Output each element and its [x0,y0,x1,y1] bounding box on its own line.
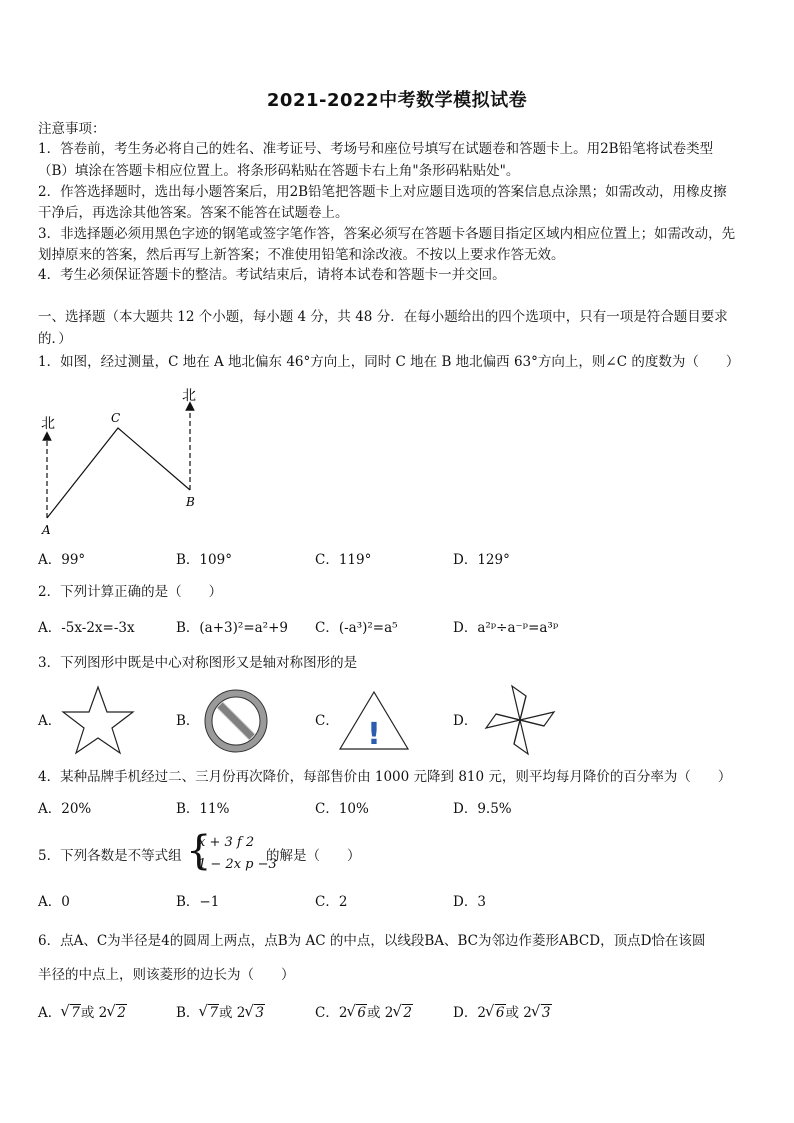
q2-stem: 2．下列计算正确的是（ ） [38,584,223,600]
q2-option-c: C．(-a³)²=a⁵ [315,620,398,636]
page-title: 2021-2022中考数学模拟试卷 [266,90,528,111]
notice-line: 2．作答选择题时，选出每小题答案后，用2B铅笔把答题卡上对应题目选项的答案信息点涂黑；如需改动，用橡皮擦 [38,184,727,200]
q4-stem: 4．某种品牌手机经过二、三月份再次降价，每部售价由 1000 元降到 810 元，则平均每月降价的百分率为（ ） [38,769,732,785]
q6-option-b: B．√ 7或 2√ 3 [176,1004,265,1022]
q3-option-c-letter: C． [315,713,339,729]
q5-option-b: B．−1 [176,894,220,910]
q5-option-d: D．3 [453,894,486,910]
q6-option-d: D．2√ 6或 2√ 3 [453,1004,552,1022]
sqrt-symbol: √ 3 [532,1004,552,1022]
notice-line: 划掉原来的答案，然后再写上新答案；不准使用铅笔和涂改液。不按以上要求作答无效。 [38,247,565,263]
q4-option-d: D．9.5% [453,801,512,817]
q6-stem-line2: 半径的中点上，则该菱形的边长为（ ） [38,967,295,983]
sqrt-symbol: √ 7 [61,1004,81,1022]
sqrt-symbol: √ 3 [245,1004,265,1022]
prohibition-sign-icon [201,688,271,754]
q5-system-line2: 1 − 2x p −3 [198,857,277,872]
notice-line: 3．非选择题必须用黑色字迹的钢笔或签字笔作答，答案必须写在答题卡各题目指定区域内相应位置上；如需改动，先 [38,226,736,242]
q6-stem-line1: 6．点A、C为半径是4的圆周上两点，点B为 AC 的中点，以线段BA、BC为邻边作菱形ABCD，顶点D恰在该圆 [38,933,706,949]
q3-option-b-letter: B． [176,713,200,729]
notice-line: 1．答卷前，考生务必将自己的姓名、准考证号、考场号和座位号填写在试题卷和答题卡上。用2B铅笔将试卷类型 [38,141,714,157]
q5-system-line1: x + 3 f 2 [198,835,255,850]
q1-option-b: B．109° [176,552,232,568]
notice-heading: 注意事项： [38,121,106,137]
q3-stem: 3．下列图形中既是中心对称图形又是轴对称图形的是 [38,655,358,671]
pinwheel-shape-icon [482,682,558,758]
star-shape-icon [60,684,136,756]
q1-option-d: D．129° [453,552,510,568]
q1-figure [34,384,214,540]
q1-option-a: A．99° [38,552,86,568]
q5-option-c: C．2 [315,894,348,910]
point-c-label: C [111,411,121,425]
q5-stem-after: 的解是（ ） [266,848,361,864]
q6-option-c: C．2√ 6或 2√ 2 [315,1004,413,1022]
notice-line: 干净后，再选涂其他答案。答案不能答在试题卷上。 [38,205,349,221]
q2-option-d: D．a²ᵖ÷a⁻ᵖ=a³ᵖ [453,620,559,636]
point-a-label: A [42,523,51,537]
sqrt-symbol: √ 6 [347,1004,367,1022]
section-heading-cont: 的．） [38,331,72,347]
brace-symbol: { [186,828,212,874]
q4-option-a: A．20% [38,801,92,817]
q3-option-d-letter: D． [453,713,478,729]
sqrt-symbol: √ 2 [393,1004,413,1022]
sqrt-symbol: √ 6 [486,1004,506,1022]
q2-option-b: B．(a+3)²=a²+9 [176,620,288,636]
q2-option-a: A．-5x-2x=-3x [38,620,135,636]
q5-inequality-system [186,828,277,877]
q1-stem: 1．如图，经过测量，C 地在 A 地北偏东 46°方向上，同时 C 地在 B 地北偏西 63°方向上，则∠C 的度数为（ ） [38,354,740,370]
q5-stem-before: 5．下列各数是不等式组 [38,848,182,864]
q4-option-b: B．11% [176,801,230,817]
q5-option-a: A．0 [38,894,70,910]
q1-option-c: C．119° [315,552,372,568]
warning-triangle-icon [338,690,410,752]
warning-exclamation: ! [367,717,381,752]
q6-option-a: A．√ 7或 2√ 2 [38,1004,127,1022]
q4-option-c: C．10% [315,801,369,817]
sqrt-symbol: √ 2 [107,1004,127,1022]
point-b-label: B [186,495,195,509]
section-heading: 一、选择题（本大题共 12 个小题，每小题 4 分，共 48 分．在每小题给出的四个选项中，只有一项是符合题目要求 [38,309,728,325]
notice-line: （B）填涂在答题卡相应位置上。将条形码粘贴在答题卡右上角"条形码粘贴处"。 [38,163,520,179]
north-label-b: 北 [182,388,196,404]
q3-option-a-letter: A． [38,713,62,729]
sqrt-symbol: √ 7 [199,1004,219,1022]
north-label-a: 北 [41,416,55,432]
path-acb [47,428,190,518]
notice-line: 4．考生必须保证答题卡的整洁。考试结束后，请将本试卷和答题卡一并交回。 [38,267,506,283]
